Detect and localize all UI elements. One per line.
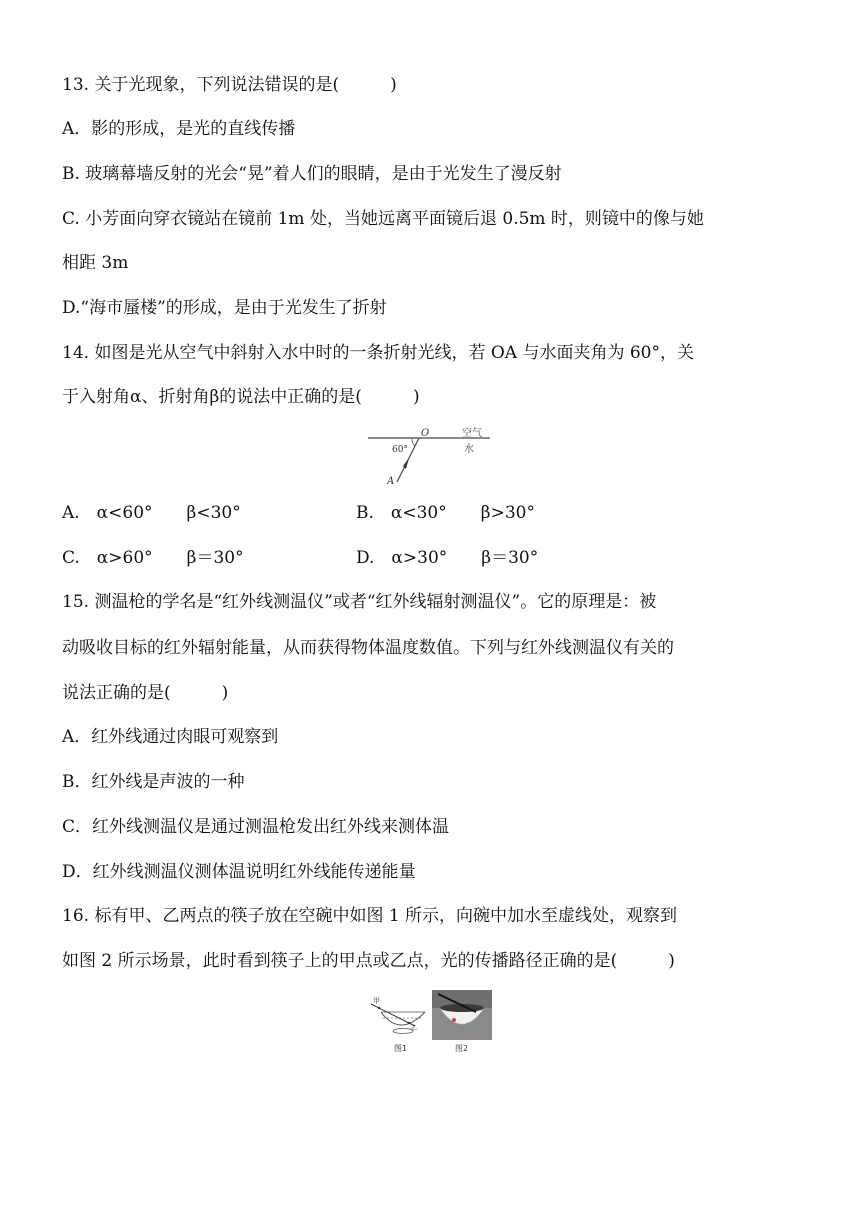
figure-2-caption: 图2 <box>455 1044 469 1053</box>
angle-label: 60° <box>392 445 408 455</box>
q13-option-b: B. 玻璃幕墙反射的光会“晃”着人们的眼睛，是由于光发生了漫反射 <box>62 164 562 184</box>
q15-option-c: C．红外线测温仪是通过测温枪发出红外线来测体温 <box>62 817 450 837</box>
air-label: 空气 <box>462 428 482 439</box>
point-yi-dot <box>408 1022 410 1024</box>
bowl-pattern <box>452 1018 456 1022</box>
water-label: 水 <box>464 444 474 455</box>
q15-option-b: B．红外线是声波的一种 <box>62 772 245 792</box>
q13-option-c-line1: C. 小芳面向穿衣镜站在镜前 1m 处，当她远离平面镜后退 0.5m 时，则镜中的像与她 <box>62 209 704 229</box>
point-jia-dot <box>378 1007 380 1009</box>
q13-option-a: A．影的形成，是光的直线传播 <box>62 119 296 139</box>
q16-figure-2-bowl-photo <box>432 990 492 1040</box>
q15-option-d: D．红外线测温仪测体温说明红外线能传递能量 <box>62 862 416 882</box>
q15-stem-line1: 15. 测温枪的学名是“红外线测温仪”或者“红外线辐射测温仪”。它的原理是：被 <box>62 592 657 612</box>
angle-arc <box>412 438 415 446</box>
bowl-base <box>393 1029 413 1034</box>
point-a-label: A <box>387 476 395 487</box>
point-o-label: O <box>421 428 430 439</box>
q14-refraction-figure <box>365 424 495 488</box>
q16-figure-1-bowl-diagram <box>367 990 431 1050</box>
q14-stem-line1: 14. 如图是光从空气中斜射入水中时的一条折射光线，若 OA 与水面夹角为 60°，关 <box>62 343 694 363</box>
q14-option-d: D. α>30° β＝30° <box>356 548 539 568</box>
figure-1-caption: 图1 <box>394 1044 408 1053</box>
q15-option-a: A．红外线通过肉眼可观察到 <box>62 727 279 747</box>
bowl-outline <box>381 1012 425 1025</box>
q14-stem-line2: 于入射角α、折射角β的说法中正确的是( ) <box>62 387 420 407</box>
point-jia-label: 甲 <box>373 997 380 1005</box>
q15-stem-line3: 说法正确的是( ) <box>62 683 229 703</box>
bowl-pattern <box>467 1023 470 1026</box>
q13-option-d: D.“海市蜃楼”的形成，是由于光发生了折射 <box>62 298 387 318</box>
q14-option-c: C. α>60° β＝30° <box>62 548 244 568</box>
q15-stem-line2: 动吸收目标的红外辐射能量，从而获得物体温度数值。下列与红外线测温仪有关的 <box>62 638 674 658</box>
q16-stem-line2: 如图 2 所示场景，此时看到筷子上的甲点或乙点，光的传播路径正确的是( ) <box>62 951 675 971</box>
q16-stem-line1: 16. 标有甲、乙两点的筷子放在空碗中如图 1 所示，向碗中加水至虚线处，观察到 <box>62 906 678 926</box>
q13-stem: 13. 关于光现象，下列说法错误的是( ) <box>62 75 397 95</box>
point-yi-label: 乙 <box>411 1025 418 1032</box>
q14-option-b: B. α<30° β>30° <box>356 503 535 523</box>
q14-option-a: A. α<60° β<30° <box>62 503 241 523</box>
q13-option-c-line2: 相距 3m <box>62 253 129 273</box>
